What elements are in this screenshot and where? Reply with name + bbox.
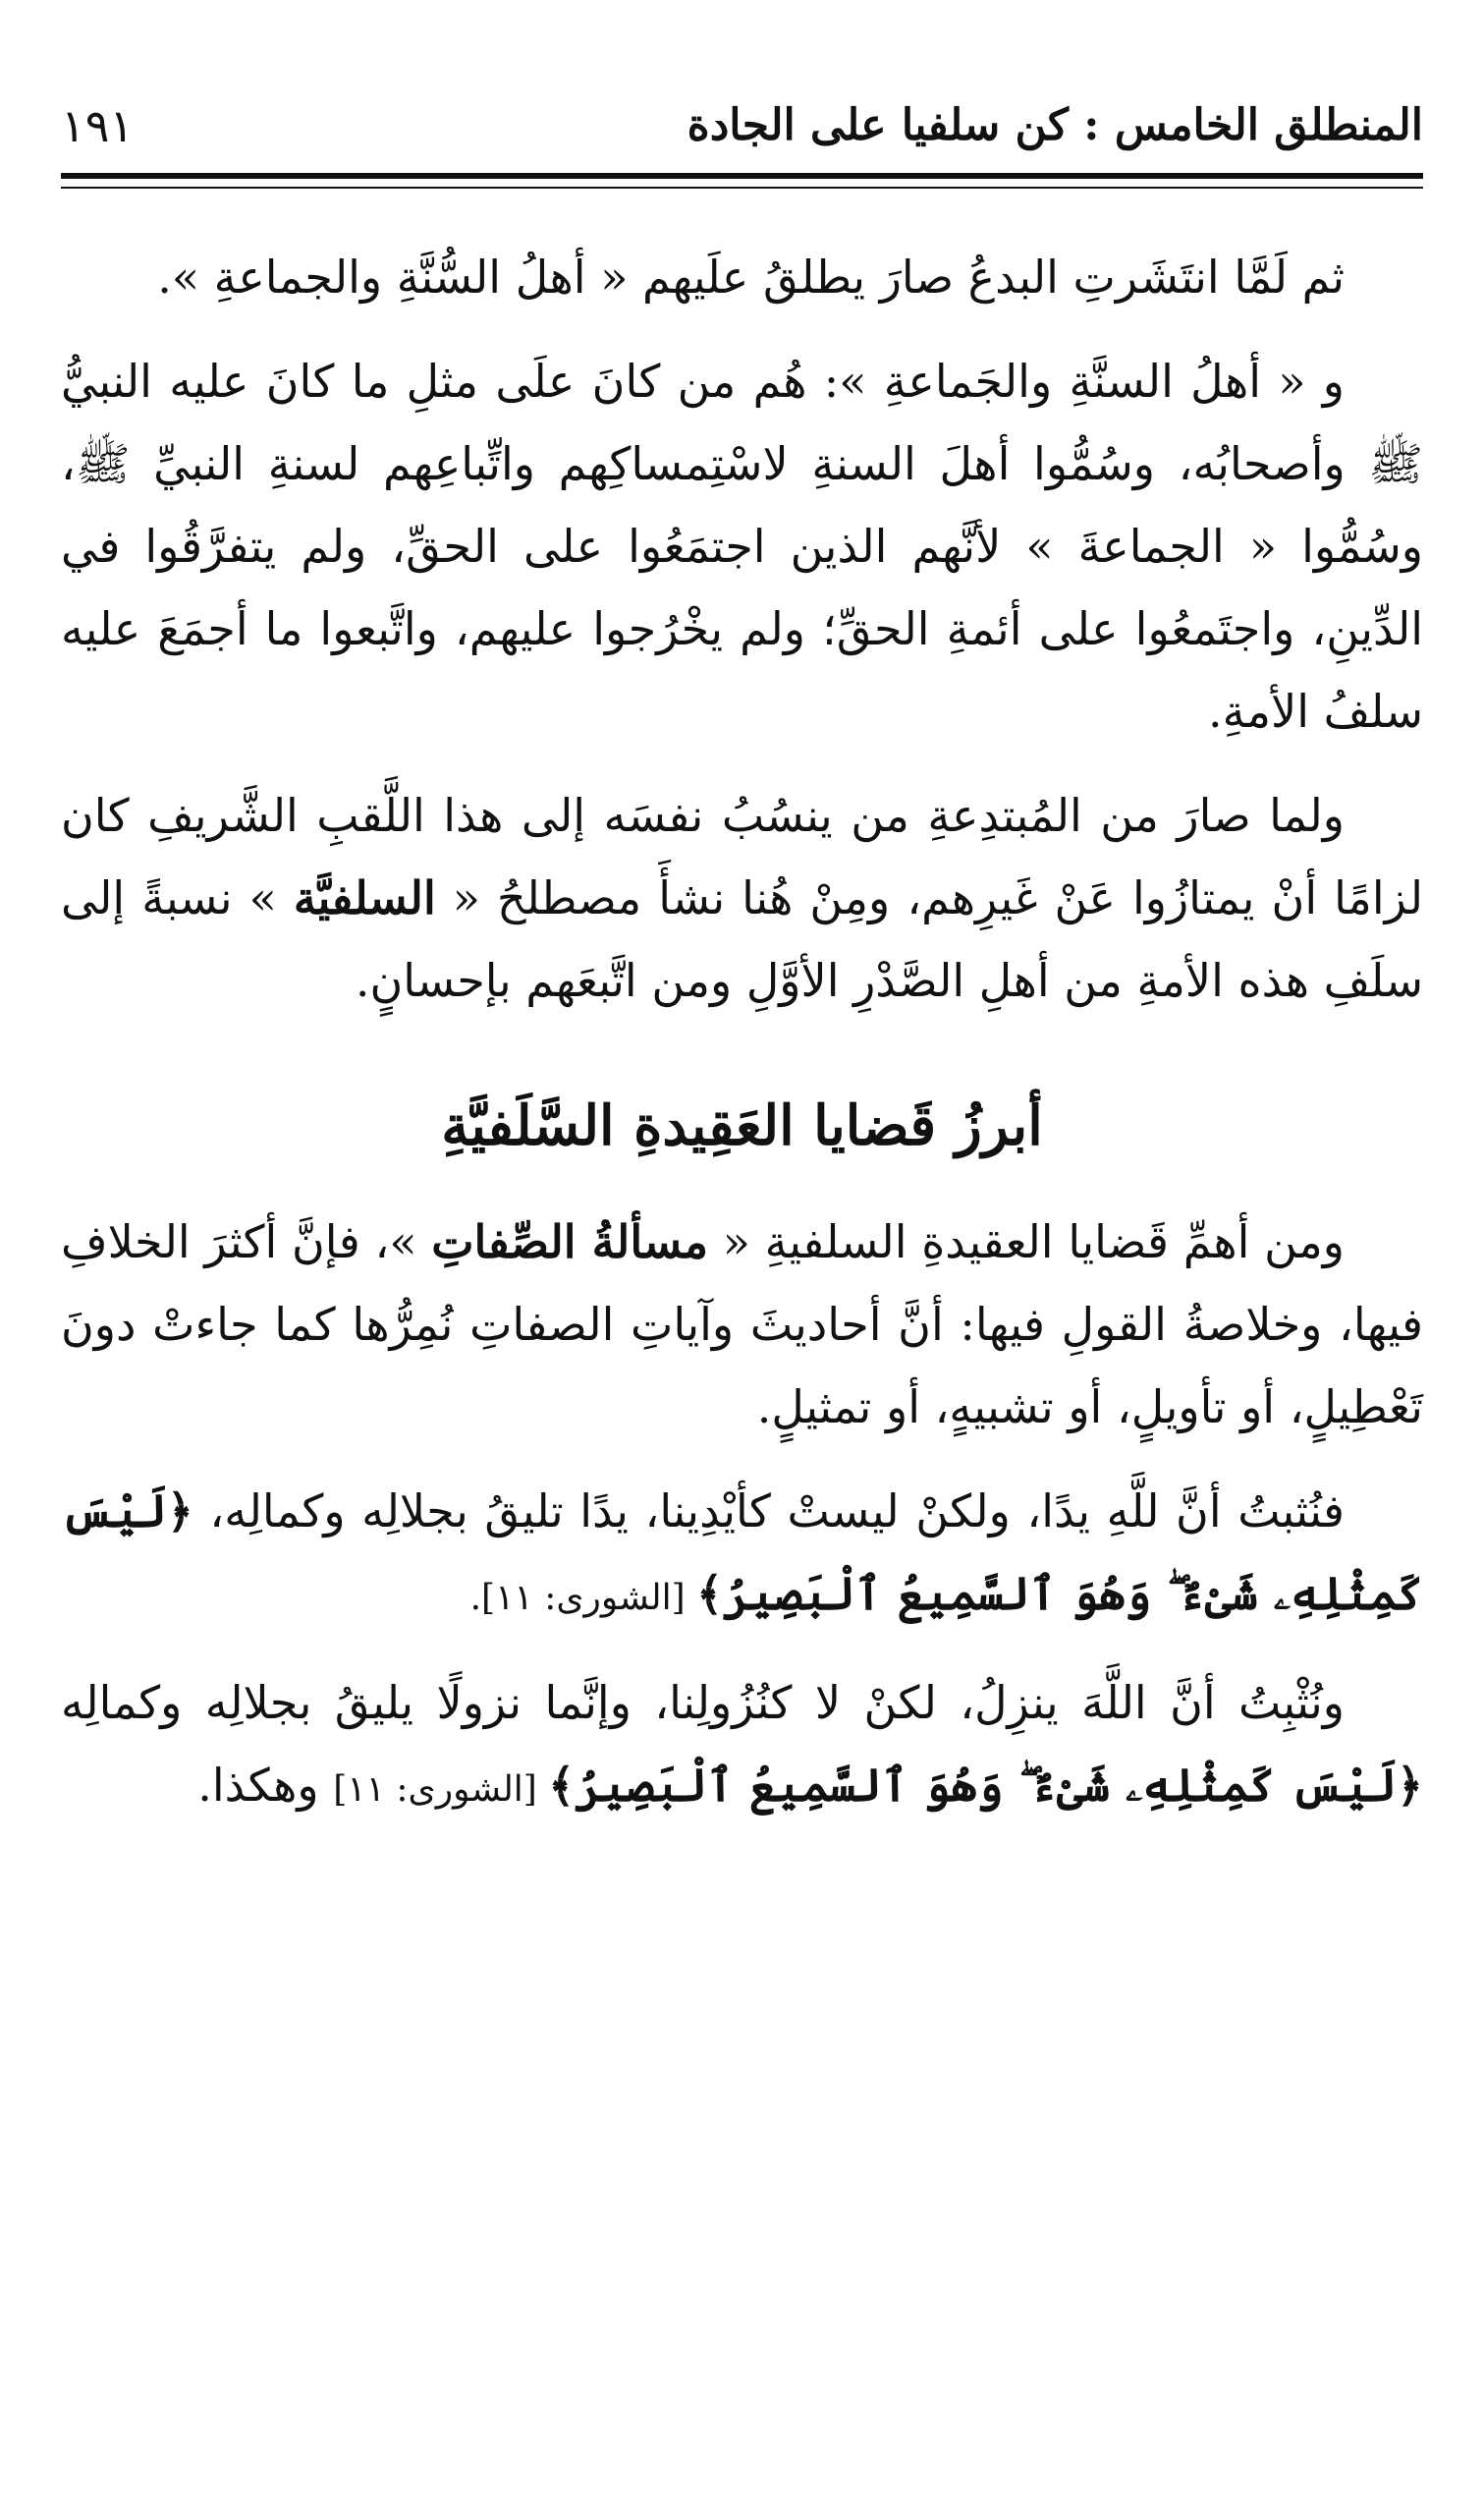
header-rule-thin bbox=[61, 187, 1423, 189]
verse-reference-1: [الشورى: ١١]. bbox=[469, 1578, 697, 1618]
paragraph-5-text: فنُثبتُ أنَّ للَّهِ يدًا، ولكنْ ليستْ كأيْدِينا، يدًا تليقُ بجلالِه وكمالِه، bbox=[192, 1484, 1345, 1538]
paragraph-1: ثم لَمَّا انتَشَرتِ البدعُ صارَ يطلقُ علَيهم « أهلُ السُّنَّةِ والجماعةِ ». bbox=[157, 251, 1345, 304]
quran-verse-1: ﴿لَيْسَ كَمِثْلِهِۦ شَىْءٌ ۖ وَهُوَ ٱلسَّمِيعُ ٱلْبَصِيرُ﴾ bbox=[61, 1484, 1423, 1620]
page-number: ١٩١ bbox=[61, 99, 135, 152]
paragraph-2: و « أهلُ السنَّةِ والجَماعةِ »: هُم من كانَ علَى مثلِ ما كانَ عليه النبيُّ ﷺ وأصحابُه، وسُمُّوا أهلَ السنةِ لاسْتِمساكِهم واتِّباعِهم لسنةِ النبيِّ ﷺ، وسُمُّوا « الجماعةَ » لأنَّهم الذين اجتمَعُوا على الحقِّ، ولم يتفرَّقُوا في الدِّينِ، واجتَمعُوا على أئمةِ الحقِّ؛ ولم يخْرُجوا عليهم، واتَّبعوا ما أجمَعَ عليه سلفُ الأمةِ. bbox=[61, 355, 1423, 738]
paragraph-4-text-b: »، فإنَّ أكثرَ الخلافِ فيها، وخلاصةُ القولِ فيها: أنَّ أحاديثَ وآياتِ الصفاتِ نُمِرُّها كما جاءتْ دونَ تَعْطِيلٍ، أو تأويلٍ، أو تشبيهٍ، أو تمثيلٍ. bbox=[61, 1215, 1423, 1433]
quran-verse-2: ﴿لَيْسَ كَمِثْلِهِۦ شَىْءٌ ۖ وَهُوَ ٱلسَّمِيعُ ٱلْبَصِيرُ﴾ bbox=[548, 1759, 1423, 1812]
header-rule-thick bbox=[61, 173, 1423, 179]
body-text bbox=[61, 236, 1423, 1831]
term-attributes-issue: مسألةُ الصِّفاتِ bbox=[431, 1215, 709, 1268]
paragraph-4-text-a: ومن أهمِّ قَضايا العقيدةِ السلفيةِ « bbox=[708, 1215, 1345, 1268]
paragraph-6-text-b: وهكذا. bbox=[197, 1759, 334, 1812]
page-header bbox=[61, 90, 1423, 169]
verse-reference-2: [الشورى: ١١] bbox=[333, 1769, 549, 1810]
paragraph-3 bbox=[61, 774, 1423, 1022]
paragraph-5 bbox=[61, 1470, 1423, 1640]
term-salafiyya: السلفيَّة bbox=[293, 871, 436, 924]
paragraph-4 bbox=[61, 1201, 1423, 1448]
paragraph-6-text-a: ونُثْبِتُ أنَّ اللَّهَ ينزِلُ، لكنْ لا كنُزُولِنا، وإنَّما نزولًا يليقُ بجلالِه وكمالِه bbox=[61, 1676, 1345, 1729]
paragraph-6 bbox=[61, 1661, 1423, 1831]
running-title: المنطلق الخامس : كن سلفيا على الجادة bbox=[687, 100, 1423, 150]
paragraph-3-text-b: » نسبةً إلى سلَفِ هذه الأمةِ من أهلِ الصَّدْرِ الأوَّلِ ومن اتَّبعَهم بإحسانٍ. bbox=[61, 871, 1423, 1007]
section-heading: أبرزُ قَضايا العَقِيدةِ السَّلَفيَّةِ bbox=[441, 1093, 1043, 1158]
paragraph-3-text-a: ولما صارَ من المُبتدِعةِ من ينسُبُ نفسَه إلى هذا اللَّقبِ الشَّريفِ كان لزامًا أنْ يمتازُوا عَنْ غَيرِهم، ومِنْ هُنا نشأَ مصطلحُ « bbox=[61, 789, 1423, 924]
